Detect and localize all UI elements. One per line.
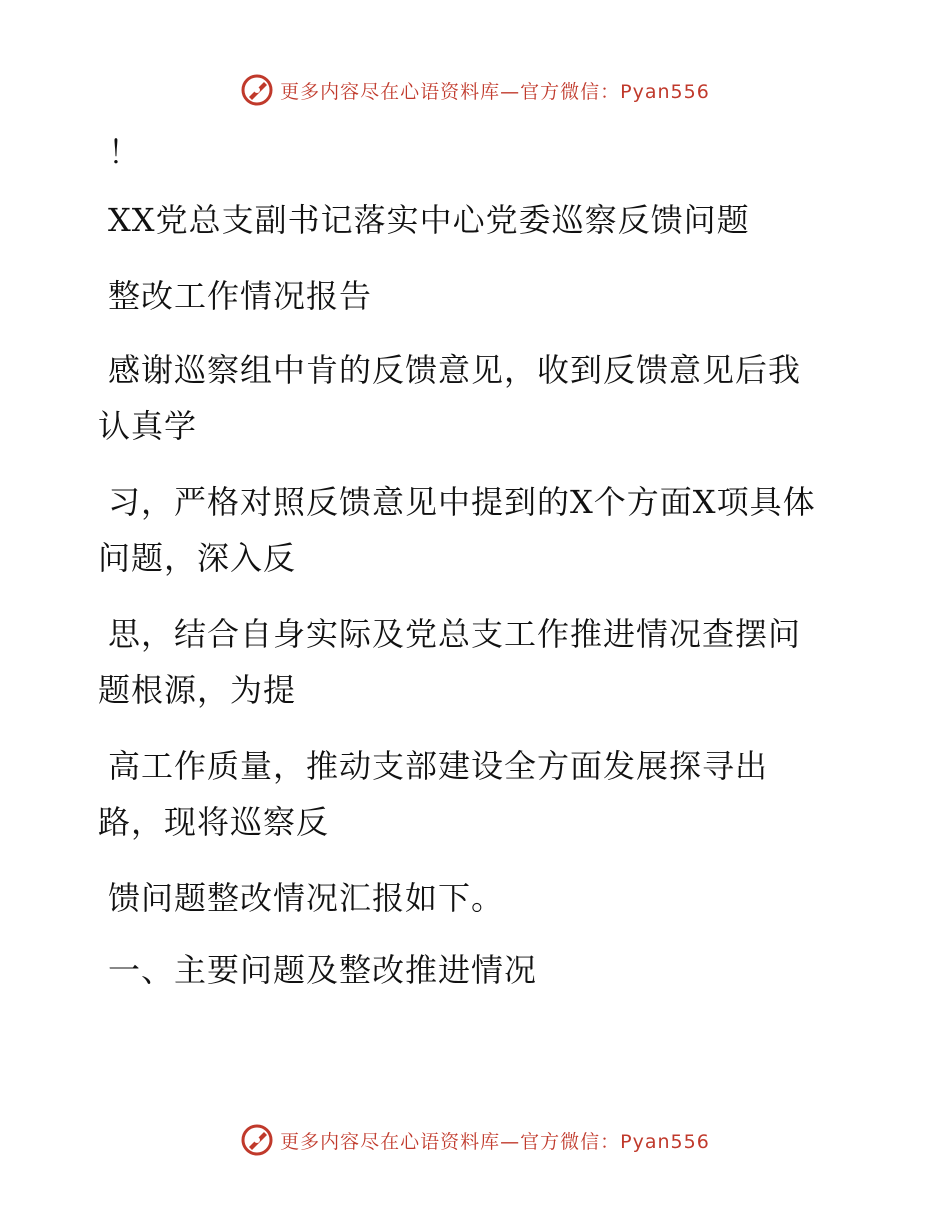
footer-watermark	[0, 1120, 950, 1160]
doc-title-line-2: 整改工作情况报告	[108, 277, 373, 315]
doc-line: 馈问题整改情况汇报如下。	[108, 879, 505, 917]
section-heading: 一、主要问题及整改推进情况	[108, 951, 538, 989]
header-watermark	[0, 70, 950, 110]
doc-line: 思，结合自身实际及党总支工作推进情况查摆问	[108, 615, 802, 653]
doc-line: ！	[108, 133, 142, 171]
logo-pen-icon	[240, 1123, 274, 1157]
doc-line: 习，严格对照反馈意见中提到的X个方面X项具体	[108, 483, 816, 521]
doc-title-line-1: XX党总支副书记落实中心党委巡察反馈问题	[108, 201, 750, 239]
watermark-text: 更多内容尽在心语资料库—官方微信：Pyan556	[280, 80, 710, 103]
doc-line: 感谢巡察组中肯的反馈意见，收到反馈意见后我	[108, 351, 802, 389]
watermark-text: 更多内容尽在心语资料库—官方微信：Pyan556	[280, 1130, 710, 1153]
doc-line: 路，现将巡察反	[98, 803, 330, 841]
doc-line: 高工作质量，推动支部建设全方面发展探寻出	[108, 747, 769, 785]
doc-line: 题根源，为提	[98, 671, 297, 709]
doc-line: 认真学	[98, 407, 198, 445]
doc-line: 问题，深入反	[98, 539, 297, 577]
logo-pen-icon	[240, 73, 274, 107]
